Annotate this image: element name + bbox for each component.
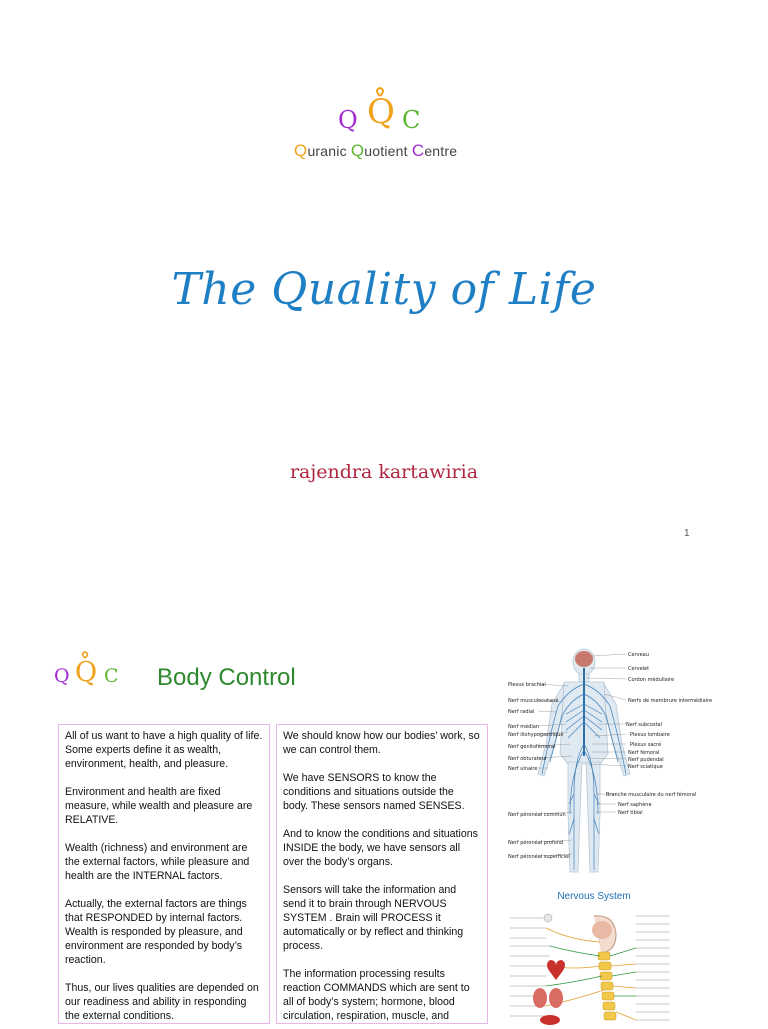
nerve-label: Nerf subcostal <box>626 722 662 728</box>
nerve-label: Branche musculaire du nerf fémoral <box>606 792 697 798</box>
right-paragraph: And to know the conditions and situations INSIDE the body, we have sensors all over the body’s organs. <box>283 828 478 868</box>
nerve-label: Nerf radial <box>508 709 535 715</box>
nerve-label: Nerf obturateur <box>508 756 547 762</box>
logo2-q-center: Q <box>75 657 98 688</box>
nerve-label: Nerf péronéal superficiel <box>508 854 570 860</box>
nerve-label: Nerf tibial <box>618 810 643 816</box>
autonomic-illustration <box>510 912 670 1024</box>
right-paragraph: We have SENSORS to know the conditions and situations outside the body. These sensors named SENSES. <box>283 772 465 812</box>
section-heading: Body Control <box>157 664 296 691</box>
logo2-q-left: Q <box>54 665 70 687</box>
nerve-label: Cordon médullaire <box>628 677 675 683</box>
nerve-label: Nerf musculocutané <box>508 698 559 704</box>
nervous-system-illustration <box>508 644 713 884</box>
qqc-logo <box>336 90 436 134</box>
logo-c-right: C <box>402 106 421 134</box>
nerve-label: Plexus brachial <box>508 682 546 688</box>
caption-initial-c: C <box>411 141 425 160</box>
left-paragraph: Actually, the external factors are things that RESPONDED by internal factors. Wealth is responded by pleasure, and environment are responded by body’s reaction. <box>65 898 247 966</box>
caption-initial-q2: Q <box>350 141 365 160</box>
nerve-label: Nerf génitofémoral <box>508 744 556 750</box>
nerve-label: Nerf médian <box>508 724 539 730</box>
left-paragraph: All of us want to have a high quality of life. Some experts define it as wealth, environment, health, and pleasure. <box>65 730 263 770</box>
caption-initial-q1: Q <box>294 141 308 160</box>
nerve-label: Nerf saphène <box>618 802 652 808</box>
slide-title: The Quality of Life <box>171 264 597 315</box>
right-paragraph: The information processing results reaction COMMANDS which are sent to all of body’s system; hormone, blood circulation, respiration, muscle, and <box>283 968 470 1022</box>
caption-word-entre: entre <box>424 143 458 159</box>
nerve-label: Nerf fémoral <box>628 750 660 756</box>
logo2-c-right: C <box>104 665 119 687</box>
right-paragraph: We should know how our bodies’ work, so we can control them. <box>283 730 480 756</box>
text-box-left <box>58 724 270 1024</box>
left-paragraph: Environment and health are fixed measure, while wealth and pleasure are RELATIVE. <box>65 786 253 826</box>
nerve-label: Cerveau <box>628 652 649 658</box>
nerve-label: Nerf iliohypogastrique <box>508 732 564 738</box>
author-name: rajendra kartawiria <box>289 461 479 483</box>
caption-word-uranic: uranic <box>307 143 351 159</box>
logo-caption <box>294 141 484 161</box>
qqc-logo-mark <box>336 90 436 134</box>
logo-q-left: Q <box>338 106 358 134</box>
nerve-label: Cervelet <box>628 666 650 672</box>
page-number: 1 <box>684 528 690 539</box>
left-paragraph: Thus, our lives qualities are depended on our readiness and ability in responding the external conditions. <box>65 982 259 1022</box>
logo-q-center: Q <box>367 92 395 132</box>
autonomic-nervous-system-figure <box>510 912 670 1024</box>
text-box-right <box>276 724 488 1024</box>
qqc-logo-small-mark <box>54 652 130 692</box>
caption-word-uotient: uotient <box>364 143 412 159</box>
nerve-label: Nerfs de membrure intermédiaire <box>628 698 713 704</box>
left-paragraph: Wealth (richness) and environment are the external factors, while pleasure and health are the INTERNAL factors. <box>65 842 250 882</box>
right-paragraph: Sensors will take the information and send it to brain through NERVOUS SYSTEM . Brain will PROCESS it automatically or by reflect and thinking process. <box>283 884 464 952</box>
figure-caption: Nervous System <box>557 891 631 902</box>
nerve-label: Plexus sacré <box>630 742 662 748</box>
nerve-label: Nerf pudendal <box>628 757 664 763</box>
nerve-label: Plexus lombaire <box>630 732 670 738</box>
nervous-system-figure <box>508 644 713 884</box>
nerve-label: Nerf ulnaire <box>508 766 538 772</box>
qqc-logo-small <box>54 652 130 692</box>
nerve-label: Nerf sciatique <box>628 764 663 770</box>
nerve-label: Nerf péronéal commun <box>508 812 566 818</box>
nerve-label: Nerf péronéal profond <box>508 840 564 846</box>
